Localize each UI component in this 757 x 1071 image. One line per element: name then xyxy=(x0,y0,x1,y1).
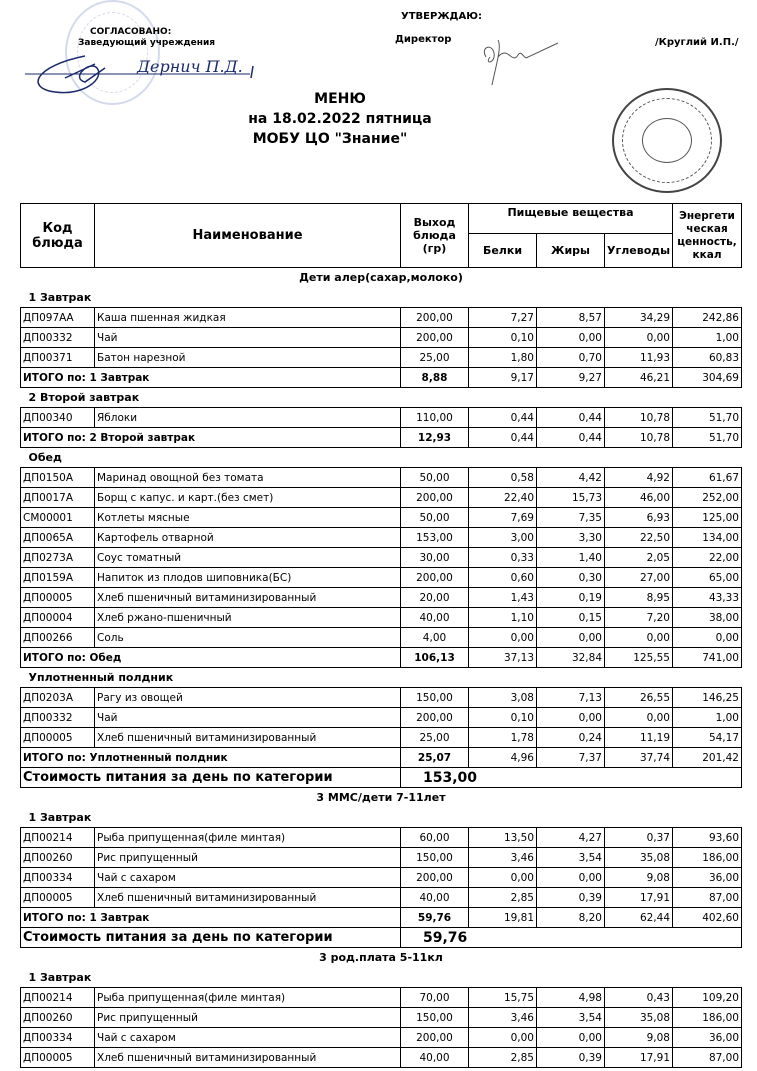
dish-fat: 7,13 xyxy=(537,688,605,708)
total-label: ИТОГО по: 1 Завтрак xyxy=(21,368,401,388)
dish-yield: 20,00 xyxy=(401,588,469,608)
dish-kcal: 186,00 xyxy=(673,1008,742,1028)
director-signature-icon xyxy=(478,35,563,90)
dish-protein: 1,78 xyxy=(469,728,537,748)
total-protein: 0,44 xyxy=(469,428,537,448)
dish-yield: 50,00 xyxy=(401,508,469,528)
dish-yield: 25,00 xyxy=(401,348,469,368)
dish-fat: 0,39 xyxy=(537,1048,605,1068)
dish-protein: 0,58 xyxy=(469,468,537,488)
dish-protein: 7,69 xyxy=(469,508,537,528)
cost-value: 59,76 xyxy=(401,928,742,948)
dish-code: ДП00260 xyxy=(21,848,95,868)
total-kcal: 402,60 xyxy=(673,908,742,928)
dish-yield: 70,00 xyxy=(401,988,469,1008)
total-kcal: 741,00 xyxy=(673,648,742,668)
total-protein: 4,96 xyxy=(469,748,537,768)
dish-code: СМ00001 xyxy=(21,508,95,528)
col-fat: Жиры xyxy=(537,234,605,268)
total-kcal: 201,42 xyxy=(673,748,742,768)
total-yield: 106,13 xyxy=(401,648,469,668)
dish-yield: 153,00 xyxy=(401,528,469,548)
table-row xyxy=(21,408,742,428)
dish-fat: 3,54 xyxy=(537,1008,605,1028)
dish-protein: 0,44 xyxy=(469,408,537,428)
dish-yield: 150,00 xyxy=(401,688,469,708)
dish-fat: 0,44 xyxy=(537,408,605,428)
total-fat: 0,44 xyxy=(537,428,605,448)
dish-kcal: 54,17 xyxy=(673,728,742,748)
dish-protein: 0,00 xyxy=(469,868,537,888)
col-code: Код блюда xyxy=(21,204,95,268)
col-protein: Белки xyxy=(469,234,537,268)
dish-protein: 0,00 xyxy=(469,1028,537,1048)
dish-carbs: 0,00 xyxy=(605,328,673,348)
dish-carbs: 35,08 xyxy=(605,1008,673,1028)
dish-kcal: 51,70 xyxy=(673,408,742,428)
dish-code: ДП097АА xyxy=(21,308,95,328)
dish-protein: 0,10 xyxy=(469,328,537,348)
dish-carbs: 0,00 xyxy=(605,708,673,728)
dish-fat: 4,42 xyxy=(537,468,605,488)
dish-fat: 0,30 xyxy=(537,568,605,588)
agreed-role: Заведующий учреждения xyxy=(78,38,216,48)
dish-code: ДП00005 xyxy=(21,1048,95,1068)
dish-carbs: 8,95 xyxy=(605,588,673,608)
table-row xyxy=(21,468,742,488)
dish-kcal: 125,00 xyxy=(673,508,742,528)
dish-protein: 13,50 xyxy=(469,828,537,848)
dish-kcal: 61,67 xyxy=(673,468,742,488)
table-row xyxy=(21,888,742,908)
dish-name: Рис припущенный xyxy=(95,1008,401,1028)
dish-protein: 1,80 xyxy=(469,348,537,368)
table-row xyxy=(21,868,742,888)
dish-protein: 2,85 xyxy=(469,888,537,908)
total-yield: 8,88 xyxy=(401,368,469,388)
dish-carbs: 34,29 xyxy=(605,308,673,328)
dish-yield: 200,00 xyxy=(401,708,469,728)
dish-code: ДП00334 xyxy=(21,1028,95,1048)
svg-text:Дернич П.Д.: Дернич П.Д. xyxy=(137,57,243,76)
dish-protein: 1,10 xyxy=(469,608,537,628)
dish-name: Хлеб пшеничный витаминизированный xyxy=(95,728,401,748)
total-yield: 12,93 xyxy=(401,428,469,448)
dish-code: ДП0150А xyxy=(21,468,95,488)
dish-carbs: 35,08 xyxy=(605,848,673,868)
approve-role: Директор xyxy=(395,34,452,45)
dish-kcal: 242,86 xyxy=(673,308,742,328)
table-row xyxy=(21,548,742,568)
total-fat: 9,27 xyxy=(537,368,605,388)
dish-carbs: 9,08 xyxy=(605,1028,673,1048)
dish-yield: 50,00 xyxy=(401,468,469,488)
dish-fat: 0,00 xyxy=(537,868,605,888)
total-row xyxy=(21,368,742,388)
dish-name: Соль xyxy=(95,628,401,648)
dish-yield: 110,00 xyxy=(401,408,469,428)
dish-name: Рис припущенный xyxy=(95,848,401,868)
dish-kcal: 87,00 xyxy=(673,1048,742,1068)
dish-fat: 1,40 xyxy=(537,548,605,568)
table-row xyxy=(21,688,742,708)
institution-name: МОБУ ЦО "Знание" xyxy=(252,131,408,147)
total-row xyxy=(21,648,742,668)
total-protein: 19,81 xyxy=(469,908,537,928)
dish-kcal: 1,00 xyxy=(673,328,742,348)
dish-yield: 200,00 xyxy=(401,328,469,348)
dish-code: ДП0065А xyxy=(21,528,95,548)
dish-fat: 0,00 xyxy=(537,1028,605,1048)
dish-fat: 0,39 xyxy=(537,888,605,908)
dish-fat: 0,00 xyxy=(537,628,605,648)
approve-name: /Круглий И.П./ xyxy=(655,37,739,48)
table-row xyxy=(21,488,742,508)
table-row xyxy=(21,528,742,548)
dish-protein: 2,85 xyxy=(469,1048,537,1068)
total-protein: 9,17 xyxy=(469,368,537,388)
total-carbs: 10,78 xyxy=(605,428,673,448)
dish-carbs: 11,93 xyxy=(605,348,673,368)
menu-date: на 18.02.2022 пятница xyxy=(248,111,432,127)
table-row xyxy=(21,348,742,368)
dish-protein: 22,40 xyxy=(469,488,537,508)
dish-yield: 200,00 xyxy=(401,568,469,588)
dish-yield: 25,00 xyxy=(401,728,469,748)
dish-name: Рагу из овощей xyxy=(95,688,401,708)
total-fat: 32,84 xyxy=(537,648,605,668)
dish-name: Рыба припущенная(филе минтая) xyxy=(95,988,401,1008)
dish-carbs: 0,37 xyxy=(605,828,673,848)
dish-name: Котлеты мясные xyxy=(95,508,401,528)
dish-kcal: 36,00 xyxy=(673,868,742,888)
dish-kcal: 146,25 xyxy=(673,688,742,708)
cost-label: Стоимость питания за день по категории xyxy=(21,768,401,788)
dish-code: ДП00332 xyxy=(21,708,95,728)
total-label: ИТОГО по: 2 Второй завтрак xyxy=(21,428,401,448)
meal-title: 1 Завтрак xyxy=(28,970,92,984)
dish-kcal: 87,00 xyxy=(673,888,742,908)
dish-kcal: 93,60 xyxy=(673,828,742,848)
total-row xyxy=(21,428,742,448)
dish-name: Хлеб пшеничный витаминизированный xyxy=(95,588,401,608)
dish-carbs: 27,00 xyxy=(605,568,673,588)
dish-yield: 200,00 xyxy=(401,868,469,888)
dish-code: ДП00214 xyxy=(21,988,95,1008)
dish-fat: 0,00 xyxy=(537,328,605,348)
dish-code: ДП0273А xyxy=(21,548,95,568)
col-nutrients: Пищевые вещества xyxy=(469,204,673,234)
dish-protein: 3,00 xyxy=(469,528,537,548)
dish-carbs: 4,92 xyxy=(605,468,673,488)
dish-kcal: 60,83 xyxy=(673,348,742,368)
table-row xyxy=(21,708,742,728)
dish-code: ДП00005 xyxy=(21,588,95,608)
dish-yield: 40,00 xyxy=(401,888,469,908)
total-yield: 25,07 xyxy=(401,748,469,768)
official-stamp-icon xyxy=(612,88,722,193)
dish-carbs: 17,91 xyxy=(605,1048,673,1068)
dish-yield: 40,00 xyxy=(401,608,469,628)
dish-code: ДП0203А xyxy=(21,688,95,708)
category-title: Дети алер(сахар,молоко) xyxy=(299,271,463,285)
dish-kcal: 252,00 xyxy=(673,488,742,508)
dish-name: Хлеб ржано-пшеничный xyxy=(95,608,401,628)
meal-title: Уплотненный полдник xyxy=(28,671,174,684)
table-row xyxy=(21,608,742,628)
meal-title: 2 Второй завтрак xyxy=(28,391,140,404)
dish-code: ДП00340 xyxy=(21,408,95,428)
dish-fat: 4,98 xyxy=(537,988,605,1008)
col-carbs: Углеводы xyxy=(605,234,673,268)
dish-kcal: 38,00 xyxy=(673,608,742,628)
cost-value: 153,00 xyxy=(401,768,742,788)
table-row xyxy=(21,328,742,348)
dish-name: Яблоки xyxy=(95,408,401,428)
dish-kcal: 134,00 xyxy=(673,528,742,548)
col-yield: Выход блюда (гр) xyxy=(401,204,469,268)
dish-protein: 3,08 xyxy=(469,688,537,708)
dish-name: Хлеб пшеничный витаминизированный xyxy=(95,1048,401,1068)
total-label: ИТОГО по: 1 Завтрак xyxy=(21,908,401,928)
total-yield: 59,76 xyxy=(401,908,469,928)
dish-code: ДП00332 xyxy=(21,328,95,348)
dish-carbs: 26,55 xyxy=(605,688,673,708)
table-row xyxy=(21,1028,742,1048)
dish-protein: 0,00 xyxy=(469,628,537,648)
dish-protein: 0,10 xyxy=(469,708,537,728)
total-fat: 7,37 xyxy=(537,748,605,768)
dish-code: ДП0159А xyxy=(21,568,95,588)
col-energy: Энергети ческая ценность, ккал xyxy=(673,204,742,268)
dish-code: ДП00266 xyxy=(21,628,95,648)
dish-name: Рыба припущенная(филе минтая) xyxy=(95,828,401,848)
dish-code: ДП00371 xyxy=(21,348,95,368)
total-carbs: 62,44 xyxy=(605,908,673,928)
total-protein: 37,13 xyxy=(469,648,537,668)
meal-title: 1 Завтрак xyxy=(28,810,92,824)
dish-carbs: 17,91 xyxy=(605,888,673,908)
dish-name: Соус томатный xyxy=(95,548,401,568)
table-row xyxy=(21,1048,742,1068)
dish-kcal: 43,33 xyxy=(673,588,742,608)
total-carbs: 46,21 xyxy=(605,368,673,388)
dish-fat: 0,24 xyxy=(537,728,605,748)
dish-yield: 30,00 xyxy=(401,548,469,568)
table-row xyxy=(21,508,742,528)
dish-fat: 8,57 xyxy=(537,308,605,328)
dish-kcal: 186,00 xyxy=(673,848,742,868)
dish-carbs: 11,19 xyxy=(605,728,673,748)
dish-yield: 200,00 xyxy=(401,1028,469,1048)
dish-protein: 7,27 xyxy=(469,308,537,328)
total-row xyxy=(21,908,742,928)
total-label: ИТОГО по: Уплотненный полдник xyxy=(21,748,401,768)
dish-name: Чай с сахаром xyxy=(95,868,401,888)
dish-carbs: 7,20 xyxy=(605,608,673,628)
dish-fat: 0,19 xyxy=(537,588,605,608)
dish-kcal: 1,00 xyxy=(673,708,742,728)
dish-protein: 3,46 xyxy=(469,848,537,868)
dish-code: ДП00005 xyxy=(21,888,95,908)
dish-name: Чай с сахаром xyxy=(95,1028,401,1048)
total-carbs: 37,74 xyxy=(605,748,673,768)
dish-carbs: 6,93 xyxy=(605,508,673,528)
dish-yield: 150,00 xyxy=(401,1008,469,1028)
dish-code: ДП00004 xyxy=(21,608,95,628)
dish-protein: 3,46 xyxy=(469,1008,537,1028)
dish-protein: 15,75 xyxy=(469,988,537,1008)
dish-fat: 4,27 xyxy=(537,828,605,848)
dish-name: Хлеб пшеничный витаминизированный xyxy=(95,888,401,908)
menu-table xyxy=(20,203,742,1068)
cost-row xyxy=(21,768,742,788)
total-fat: 8,20 xyxy=(537,908,605,928)
dish-kcal: 0,00 xyxy=(673,628,742,648)
dish-name: Чай xyxy=(95,328,401,348)
dish-code: ДП0017А xyxy=(21,488,95,508)
dish-fat: 0,70 xyxy=(537,348,605,368)
dish-fat: 3,30 xyxy=(537,528,605,548)
dish-kcal: 36,00 xyxy=(673,1028,742,1048)
dish-yield: 150,00 xyxy=(401,848,469,868)
table-row xyxy=(21,728,742,748)
dish-kcal: 109,20 xyxy=(673,988,742,1008)
table-row xyxy=(21,568,742,588)
dish-fat: 0,00 xyxy=(537,708,605,728)
dish-fat: 7,35 xyxy=(537,508,605,528)
dish-name: Напиток из плодов шиповника(БС) xyxy=(95,568,401,588)
dish-protein: 0,60 xyxy=(469,568,537,588)
approve-label: УТВЕРЖДАЮ: xyxy=(401,11,482,22)
table-row xyxy=(21,588,742,608)
dish-yield: 4,00 xyxy=(401,628,469,648)
dish-fat: 3,54 xyxy=(537,848,605,868)
meal-title: Обед xyxy=(28,451,62,464)
dish-code: ДП00214 xyxy=(21,828,95,848)
table-row xyxy=(21,828,742,848)
agreed-label: СОГЛАСОВАНО: xyxy=(90,27,172,37)
dish-fat: 0,15 xyxy=(537,608,605,628)
category-title: 3 ММС/дети 7-11лет xyxy=(316,791,446,805)
meal-title: 1 Завтрак xyxy=(28,290,92,304)
dish-carbs: 0,00 xyxy=(605,628,673,648)
dish-name: Чай xyxy=(95,708,401,728)
dish-name: Картофель отварной xyxy=(95,528,401,548)
dish-name: Каша пшенная жидкая xyxy=(95,308,401,328)
page-title: МЕНЮ xyxy=(314,91,366,107)
dish-protein: 1,43 xyxy=(469,588,537,608)
total-row xyxy=(21,748,742,768)
dish-protein: 0,33 xyxy=(469,548,537,568)
total-kcal: 304,69 xyxy=(673,368,742,388)
table-row xyxy=(21,848,742,868)
dish-yield: 40,00 xyxy=(401,1048,469,1068)
dish-yield: 60,00 xyxy=(401,828,469,848)
dish-code: ДП00334 xyxy=(21,868,95,888)
dish-carbs: 46,00 xyxy=(605,488,673,508)
table-row xyxy=(21,308,742,328)
dish-carbs: 22,50 xyxy=(605,528,673,548)
table-row xyxy=(21,628,742,648)
dish-name: Борщ с капус. и карт.(без смет) xyxy=(95,488,401,508)
table-row xyxy=(21,1008,742,1028)
dish-yield: 200,00 xyxy=(401,488,469,508)
dish-fat: 15,73 xyxy=(537,488,605,508)
dish-name: Батон нарезной xyxy=(95,348,401,368)
dish-kcal: 65,00 xyxy=(673,568,742,588)
total-label: ИТОГО по: Обед xyxy=(21,648,401,668)
dish-carbs: 2,05 xyxy=(605,548,673,568)
dish-carbs: 10,78 xyxy=(605,408,673,428)
dish-carbs: 9,08 xyxy=(605,868,673,888)
category-title: 3 род.плата 5-11кл xyxy=(319,951,443,965)
cost-label: Стоимость питания за день по категории xyxy=(21,928,401,948)
dish-code: ДП00260 xyxy=(21,1008,95,1028)
total-carbs: 125,55 xyxy=(605,648,673,668)
dish-kcal: 22,00 xyxy=(673,548,742,568)
cost-row xyxy=(21,928,742,948)
dish-yield: 200,00 xyxy=(401,308,469,328)
dish-carbs: 0,43 xyxy=(605,988,673,1008)
dish-name: Маринад овощной без томата xyxy=(95,468,401,488)
col-name: Наименование xyxy=(95,204,401,268)
table-row xyxy=(21,988,742,1008)
total-kcal: 51,70 xyxy=(673,428,742,448)
dish-code: ДП00005 xyxy=(21,728,95,748)
